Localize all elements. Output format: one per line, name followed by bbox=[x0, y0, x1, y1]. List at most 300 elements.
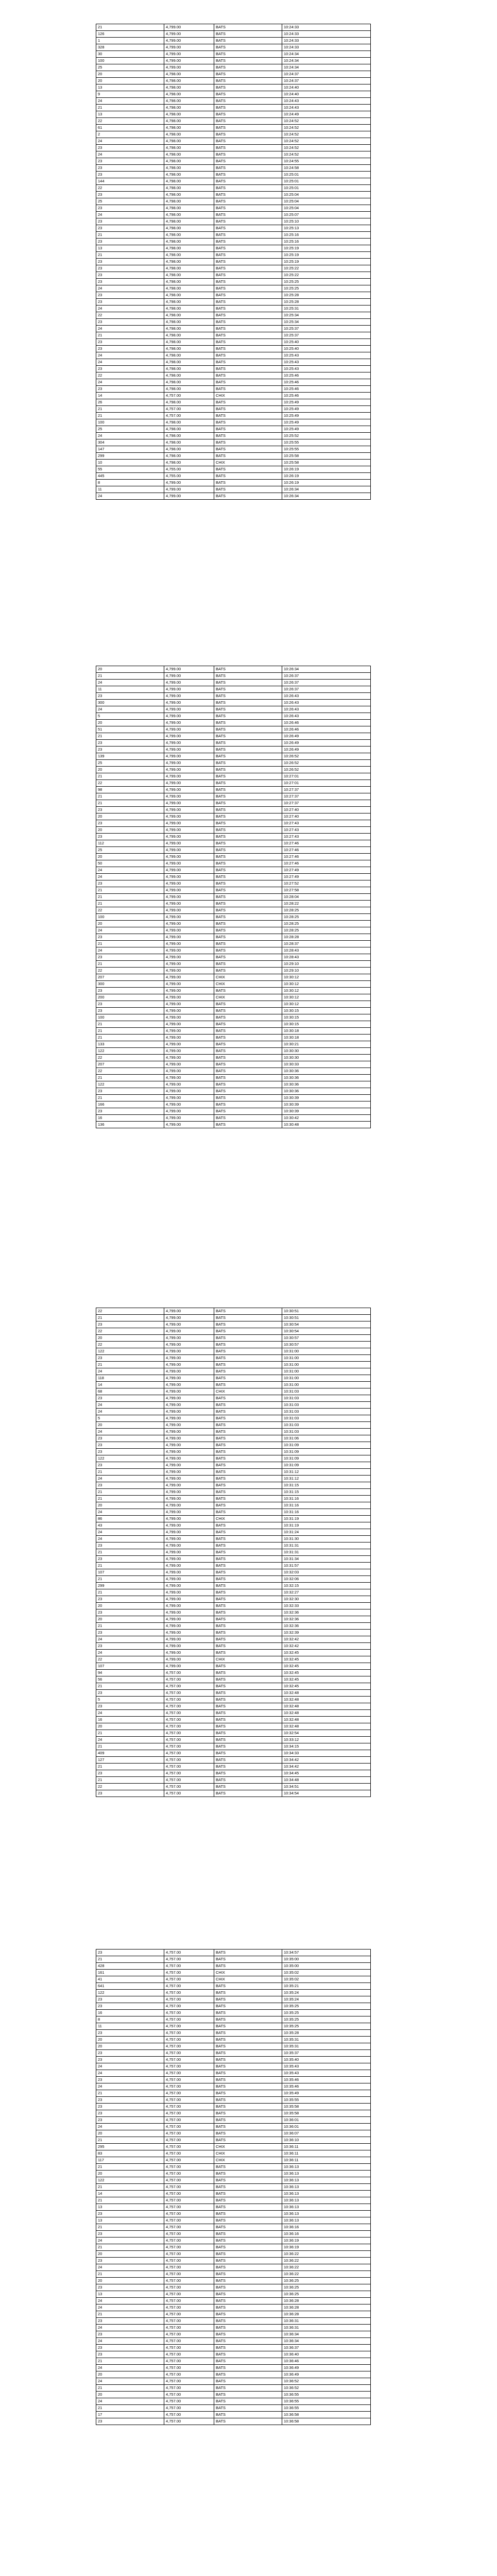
volume-cell: 20 bbox=[96, 2251, 164, 2258]
venue-cell: BATS bbox=[214, 2325, 282, 2331]
table-row bbox=[96, 1556, 371, 1563]
venue-cell: BATS bbox=[214, 673, 282, 680]
table-row bbox=[96, 352, 371, 359]
time-cell: 10:30:15 bbox=[282, 1014, 371, 1021]
price-cell: 4,799.00 bbox=[164, 1101, 214, 1108]
price-cell: 4,799.00 bbox=[164, 24, 214, 31]
price-cell: 4,757.00 bbox=[164, 1976, 214, 1983]
time-cell: 10:35:28 bbox=[282, 2030, 371, 2037]
table-row bbox=[96, 1603, 371, 1609]
venue-cell: BATS bbox=[214, 693, 282, 700]
venue-cell: BATS bbox=[214, 1048, 282, 1055]
table-row bbox=[96, 747, 371, 753]
table-row bbox=[96, 1388, 371, 1395]
volume-cell: 24 bbox=[96, 379, 164, 386]
trade-table bbox=[96, 24, 371, 500]
table-row bbox=[96, 1723, 371, 1730]
venue-cell: BATS bbox=[214, 2204, 282, 2211]
volume-cell: 5 bbox=[96, 1415, 164, 1422]
volume-cell: 22 bbox=[96, 1068, 164, 1075]
table-row bbox=[96, 1509, 371, 1516]
venue-cell: BATS bbox=[214, 58, 282, 64]
price-cell: 4,799.00 bbox=[164, 880, 214, 887]
time-cell: 10:36:13 bbox=[282, 2177, 371, 2184]
table-row bbox=[96, 726, 371, 733]
table-row bbox=[96, 1676, 371, 1683]
volume-cell: 24 bbox=[96, 326, 164, 332]
table-row bbox=[96, 1355, 371, 1362]
price-cell: 4,757.00 bbox=[164, 1723, 214, 1730]
time-cell: 10:26:43 bbox=[282, 693, 371, 700]
table-row bbox=[96, 151, 371, 158]
price-cell: 4,757.00 bbox=[164, 2097, 214, 2104]
price-cell: 4,757.00 bbox=[164, 1970, 214, 1976]
volume-cell: 23 bbox=[96, 740, 164, 747]
time-cell: 10:27:43 bbox=[282, 834, 371, 840]
volume-cell: 21 bbox=[96, 733, 164, 740]
price-cell: 4,798.00 bbox=[164, 279, 214, 285]
time-cell: 10:30:18 bbox=[282, 1035, 371, 1041]
venue-cell: BATS bbox=[214, 78, 282, 84]
time-cell: 10:36:13 bbox=[282, 2217, 371, 2224]
table-row bbox=[96, 867, 371, 874]
price-cell: 4,757.00 bbox=[164, 2224, 214, 2231]
volume-cell: 122 bbox=[96, 1081, 164, 1088]
table-row bbox=[96, 2244, 371, 2251]
price-cell: 4,798.00 bbox=[164, 218, 214, 225]
price-cell: 4,757.00 bbox=[164, 1710, 214, 1717]
volume-cell: 21 bbox=[96, 24, 164, 31]
table-row bbox=[96, 1750, 371, 1757]
volume-cell: 14 bbox=[96, 1382, 164, 1388]
venue-cell: BATS bbox=[214, 145, 282, 151]
time-cell: 10:36:49 bbox=[282, 2365, 371, 2371]
venue-cell: BATS bbox=[214, 111, 282, 118]
volume-cell: 21 bbox=[96, 2385, 164, 2392]
time-cell: 10:32:42 bbox=[282, 1636, 371, 1643]
price-cell: 4,799.00 bbox=[164, 807, 214, 814]
volume-cell: 24 bbox=[96, 927, 164, 934]
volume-cell: 21 bbox=[96, 1764, 164, 1770]
time-cell: 10:36:22 bbox=[282, 2258, 371, 2264]
volume-cell: 21 bbox=[96, 413, 164, 419]
table-row bbox=[96, 131, 371, 138]
venue-cell: BATS bbox=[214, 901, 282, 907]
venue-cell: BATS bbox=[214, 2211, 282, 2217]
time-cell: 10:31:00 bbox=[282, 1382, 371, 1388]
venue-cell: BATS bbox=[214, 326, 282, 332]
volume-cell: 24 bbox=[96, 352, 164, 359]
volume-cell: 22 bbox=[96, 1342, 164, 1348]
time-cell: 10:32:27 bbox=[282, 1589, 371, 1596]
price-cell: 4,757.00 bbox=[164, 2405, 214, 2412]
time-cell: 10:31:00 bbox=[282, 1368, 371, 1375]
price-cell: 4,799.00 bbox=[164, 700, 214, 706]
table-row bbox=[96, 232, 371, 239]
price-cell: 4,799.00 bbox=[164, 1055, 214, 1061]
venue-cell: CHIX bbox=[214, 2144, 282, 2150]
trade-table bbox=[96, 666, 371, 1128]
time-cell: 10:26:37 bbox=[282, 673, 371, 680]
time-cell: 10:25:37 bbox=[282, 332, 371, 339]
time-cell: 10:30:51 bbox=[282, 1315, 371, 1321]
venue-cell: BATS bbox=[214, 1589, 282, 1596]
price-cell: 4,757.00 bbox=[164, 1983, 214, 1990]
volume-cell: 24 bbox=[96, 1509, 164, 1516]
venue-cell: BATS bbox=[214, 2164, 282, 2171]
volume-cell: 21 bbox=[96, 961, 164, 968]
volume-cell: 26 bbox=[96, 399, 164, 406]
price-cell: 4,757.00 bbox=[164, 2137, 214, 2144]
time-cell: 10:32:45 bbox=[282, 1650, 371, 1656]
volume-cell: 144 bbox=[96, 178, 164, 185]
time-cell: 10:30:54 bbox=[282, 1328, 371, 1335]
price-cell: 4,798.00 bbox=[164, 352, 214, 359]
time-cell: 10:31:03 bbox=[282, 1422, 371, 1429]
price-cell: 4,799.00 bbox=[164, 1656, 214, 1663]
price-cell: 4,799.00 bbox=[164, 1496, 214, 1502]
venue-cell: BATS bbox=[214, 493, 282, 500]
time-cell: 10:30:12 bbox=[282, 988, 371, 994]
time-cell: 10:31:31 bbox=[282, 1543, 371, 1549]
table-row bbox=[96, 38, 371, 44]
price-cell: 4,798.00 bbox=[164, 346, 214, 352]
venue-cell: BATS bbox=[214, 64, 282, 71]
time-cell: 10:25:49 bbox=[282, 419, 371, 426]
time-cell: 10:36:58 bbox=[282, 2412, 371, 2418]
price-cell: 4,757.00 bbox=[164, 2371, 214, 2378]
volume-cell: 24 bbox=[96, 493, 164, 500]
volume-cell: 107 bbox=[96, 1663, 164, 1670]
venue-cell: BATS bbox=[214, 1476, 282, 1482]
table-row bbox=[96, 446, 371, 453]
table-row bbox=[96, 2264, 371, 2271]
volume-cell: 23 bbox=[96, 2258, 164, 2264]
volume-cell: 122 bbox=[96, 2177, 164, 2184]
table-row bbox=[96, 1549, 371, 1556]
venue-cell: BATS bbox=[214, 1623, 282, 1630]
table-row bbox=[96, 2110, 371, 2117]
venue-cell: BATS bbox=[214, 2418, 282, 2425]
venue-cell: BATS bbox=[214, 1409, 282, 1415]
venue-cell: BATS bbox=[214, 1950, 282, 1956]
time-cell: 10:30:36 bbox=[282, 1081, 371, 1088]
venue-cell: BATS bbox=[214, 2271, 282, 2278]
venue-cell: BATS bbox=[214, 1429, 282, 1435]
time-cell: 10:31:57 bbox=[282, 1563, 371, 1569]
table-row bbox=[96, 1395, 371, 1402]
venue-cell: BATS bbox=[214, 51, 282, 58]
table-row bbox=[96, 2338, 371, 2345]
venue-cell: BATS bbox=[214, 1315, 282, 1321]
venue-cell: BATS bbox=[214, 827, 282, 834]
volume-cell: 304 bbox=[96, 439, 164, 446]
table-row bbox=[96, 1502, 371, 1509]
price-cell: 4,799.00 bbox=[164, 1028, 214, 1035]
price-cell: 4,799.00 bbox=[164, 713, 214, 720]
time-cell: 10:25:55 bbox=[282, 439, 371, 446]
price-cell: 4,798.00 bbox=[164, 165, 214, 172]
table-row bbox=[96, 1496, 371, 1502]
time-cell: 10:32:36 bbox=[282, 1616, 371, 1623]
venue-cell: BATS bbox=[214, 2070, 282, 2077]
table-row bbox=[96, 968, 371, 974]
time-cell: 10:31:00 bbox=[282, 1375, 371, 1382]
time-cell: 10:28:28 bbox=[282, 934, 371, 941]
table-row bbox=[96, 1409, 371, 1415]
table-row bbox=[96, 680, 371, 686]
volume-cell: 16 bbox=[96, 2010, 164, 2016]
venue-cell: BATS bbox=[214, 1402, 282, 1409]
table-row bbox=[96, 740, 371, 747]
time-cell: 10:31:12 bbox=[282, 1476, 371, 1482]
volume-cell: 21 bbox=[96, 1623, 164, 1630]
price-cell: 4,757.00 bbox=[164, 2164, 214, 2171]
venue-cell: BATS bbox=[214, 158, 282, 165]
price-cell: 4,757.00 bbox=[164, 1717, 214, 1723]
volume-cell: 24 bbox=[96, 433, 164, 439]
time-cell: 10:35:43 bbox=[282, 2070, 371, 2077]
price-cell: 4,799.00 bbox=[164, 720, 214, 726]
time-cell: 10:28:22 bbox=[282, 901, 371, 907]
venue-cell: BATS bbox=[214, 914, 282, 921]
price-cell: 4,757.00 bbox=[164, 1676, 214, 1683]
time-cell: 10:34:42 bbox=[282, 1764, 371, 1770]
price-cell: 4,799.00 bbox=[164, 840, 214, 847]
time-cell: 10:27:49 bbox=[282, 874, 371, 880]
time-cell: 10:36:25 bbox=[282, 2291, 371, 2298]
venue-cell: BATS bbox=[214, 867, 282, 874]
table-row bbox=[96, 2124, 371, 2130]
volume-cell: 23 bbox=[96, 988, 164, 994]
venue-cell: BATS bbox=[214, 2197, 282, 2204]
price-cell: 4,798.00 bbox=[164, 111, 214, 118]
volume-cell: 24 bbox=[96, 1650, 164, 1656]
volume-cell: 23 bbox=[96, 1355, 164, 1362]
price-cell: 4,757.00 bbox=[164, 2331, 214, 2338]
price-cell: 4,757.00 bbox=[164, 2264, 214, 2271]
time-cell: 10:31:16 bbox=[282, 1509, 371, 1516]
venue-cell: BATS bbox=[214, 1963, 282, 1970]
venue-cell: BATS bbox=[214, 2124, 282, 2130]
volume-cell: 21 bbox=[96, 1683, 164, 1690]
table-row bbox=[96, 1757, 371, 1764]
time-cell: 10:29:10 bbox=[282, 968, 371, 974]
volume-cell: 20 bbox=[96, 720, 164, 726]
price-cell: 4,799.00 bbox=[164, 800, 214, 807]
volume-cell: 24 bbox=[96, 306, 164, 312]
venue-cell: BATS bbox=[214, 1442, 282, 1449]
price-cell: 4,799.00 bbox=[164, 1536, 214, 1543]
time-cell: 10:30:12 bbox=[282, 994, 371, 1001]
volume-cell: 24 bbox=[96, 151, 164, 158]
time-cell: 10:26:19 bbox=[282, 466, 371, 473]
time-cell: 10:25:46 bbox=[282, 393, 371, 399]
price-cell: 4,757.00 bbox=[164, 2124, 214, 2130]
volume-cell: 24 bbox=[96, 1536, 164, 1543]
time-cell: 10:25:52 bbox=[282, 433, 371, 439]
volume-cell: 25 bbox=[96, 198, 164, 205]
price-cell: 4,799.00 bbox=[164, 1081, 214, 1088]
time-cell: 10:32:48 bbox=[282, 1703, 371, 1710]
venue-cell: BATS bbox=[214, 205, 282, 212]
time-cell: 10:26:37 bbox=[282, 686, 371, 693]
price-cell: 4,798.00 bbox=[164, 98, 214, 105]
price-cell: 4,799.00 bbox=[164, 1516, 214, 1522]
venue-cell: BATS bbox=[214, 780, 282, 787]
table-row bbox=[96, 1422, 371, 1429]
volume-cell: 22 bbox=[96, 1784, 164, 1790]
price-cell: 4,799.00 bbox=[164, 1596, 214, 1603]
price-cell: 4,799.00 bbox=[164, 1008, 214, 1014]
venue-cell: CHIX bbox=[214, 1976, 282, 1983]
time-cell: 10:25:10 bbox=[282, 218, 371, 225]
volume-cell: 21 bbox=[96, 1028, 164, 1035]
table-row bbox=[96, 720, 371, 726]
time-cell: 10:25:34 bbox=[282, 319, 371, 326]
time-cell: 10:25:46 bbox=[282, 379, 371, 386]
volume-cell: 445 bbox=[96, 473, 164, 480]
venue-cell: BATS bbox=[214, 292, 282, 299]
table-row bbox=[96, 1061, 371, 1068]
venue-cell: BATS bbox=[214, 1382, 282, 1388]
time-cell: 10:26:46 bbox=[282, 720, 371, 726]
venue-cell: BATS bbox=[214, 773, 282, 780]
venue-cell: BATS bbox=[214, 1321, 282, 1328]
table-row bbox=[96, 807, 371, 814]
price-cell: 4,757.00 bbox=[164, 2398, 214, 2405]
table-row bbox=[96, 793, 371, 800]
table-row bbox=[96, 1008, 371, 1014]
venue-cell: BATS bbox=[214, 1536, 282, 1543]
table-row bbox=[96, 2278, 371, 2284]
table-row bbox=[96, 218, 371, 225]
price-cell: 4,798.00 bbox=[164, 299, 214, 306]
time-cell: 10:28:43 bbox=[282, 954, 371, 961]
price-cell: 4,757.00 bbox=[164, 2191, 214, 2197]
table-row bbox=[96, 1021, 371, 1028]
volume-cell: 21 bbox=[96, 2311, 164, 2318]
price-cell: 4,799.00 bbox=[164, 480, 214, 486]
volume-cell: 21 bbox=[96, 941, 164, 947]
time-cell: 10:26:43 bbox=[282, 713, 371, 720]
time-cell: 10:24:34 bbox=[282, 58, 371, 64]
venue-cell: CHIX bbox=[214, 1516, 282, 1522]
venue-cell: BATS bbox=[214, 91, 282, 98]
table-row bbox=[96, 2345, 371, 2351]
time-cell: 10:34:54 bbox=[282, 1790, 371, 1797]
time-cell: 10:24:43 bbox=[282, 105, 371, 111]
volume-cell: 641 bbox=[96, 1983, 164, 1990]
volume-cell: 23 bbox=[96, 1482, 164, 1489]
price-cell: 4,799.00 bbox=[164, 486, 214, 493]
price-cell: 4,799.00 bbox=[164, 1435, 214, 1442]
table-row bbox=[96, 1108, 371, 1115]
venue-cell: BATS bbox=[214, 419, 282, 426]
time-cell: 10:24:52 bbox=[282, 118, 371, 125]
time-cell: 10:30:51 bbox=[282, 1308, 371, 1315]
table-row bbox=[96, 1122, 371, 1128]
volume-cell: 22 bbox=[96, 372, 164, 379]
price-cell: 4,799.00 bbox=[164, 1095, 214, 1101]
price-cell: 4,798.00 bbox=[164, 158, 214, 165]
table-row bbox=[96, 1476, 371, 1482]
time-cell: 10:36:25 bbox=[282, 2284, 371, 2291]
price-cell: 4,799.00 bbox=[164, 901, 214, 907]
time-cell: 10:36:10 bbox=[282, 2137, 371, 2144]
volume-cell: 24 bbox=[96, 2378, 164, 2385]
table-row bbox=[96, 974, 371, 981]
time-cell: 10:27:43 bbox=[282, 827, 371, 834]
venue-cell: BATS bbox=[214, 787, 282, 793]
table-row bbox=[96, 245, 371, 252]
price-cell: 4,757.00 bbox=[164, 1743, 214, 1750]
time-cell: 10:25:58 bbox=[282, 453, 371, 460]
volume-cell: 126 bbox=[96, 31, 164, 38]
venue-cell: BATS bbox=[214, 2117, 282, 2124]
time-cell: 10:35:02 bbox=[282, 1970, 371, 1976]
time-cell: 10:36:25 bbox=[282, 2278, 371, 2284]
venue-cell: BATS bbox=[214, 1021, 282, 1028]
price-cell: 4,799.00 bbox=[164, 1108, 214, 1115]
time-cell: 10:30:18 bbox=[282, 1028, 371, 1035]
price-cell: 4,799.00 bbox=[164, 1342, 214, 1348]
table-row bbox=[96, 2090, 371, 2097]
time-cell: 10:30:30 bbox=[282, 1048, 371, 1055]
table-row bbox=[96, 198, 371, 205]
price-cell: 4,757.00 bbox=[164, 1750, 214, 1757]
price-cell: 4,798.00 bbox=[164, 205, 214, 212]
volume-cell: 23 bbox=[96, 1790, 164, 1797]
price-cell: 4,799.00 bbox=[164, 780, 214, 787]
volume-cell: 21 bbox=[96, 1496, 164, 1502]
time-cell: 10:36:40 bbox=[282, 2351, 371, 2358]
time-cell: 10:27:46 bbox=[282, 854, 371, 860]
price-cell: 4,798.00 bbox=[164, 272, 214, 279]
table-row bbox=[96, 854, 371, 860]
time-cell: 10:25:25 bbox=[282, 285, 371, 292]
price-cell: 4,799.00 bbox=[164, 1328, 214, 1335]
time-cell: 10:36:01 bbox=[282, 2124, 371, 2130]
time-cell: 10:36:11 bbox=[282, 2144, 371, 2150]
venue-cell: BATS bbox=[214, 366, 282, 372]
volume-cell: 161 bbox=[96, 1970, 164, 1976]
table-row bbox=[96, 1455, 371, 1462]
volume-cell: 24 bbox=[96, 2124, 164, 2130]
table-row bbox=[96, 44, 371, 51]
volume-cell: 10 bbox=[96, 460, 164, 466]
time-cell: 10:32:45 bbox=[282, 1670, 371, 1676]
table-row bbox=[96, 1482, 371, 1489]
venue-cell: BATS bbox=[214, 306, 282, 312]
time-cell: 10:35:25 bbox=[282, 2003, 371, 2010]
volume-cell: 20 bbox=[96, 666, 164, 673]
price-cell: 4,798.00 bbox=[164, 319, 214, 326]
table-row bbox=[96, 947, 371, 954]
volume-cell: 23 bbox=[96, 205, 164, 212]
volume-cell: 51 bbox=[96, 726, 164, 733]
price-cell: 4,798.00 bbox=[164, 131, 214, 138]
time-cell: 10:25:22 bbox=[282, 272, 371, 279]
table-row bbox=[96, 2365, 371, 2371]
volume-cell: 21 bbox=[96, 2164, 164, 2171]
volume-cell: 20 bbox=[96, 2130, 164, 2137]
table-row bbox=[96, 1041, 371, 1048]
table-row bbox=[96, 1976, 371, 1983]
table-row bbox=[96, 480, 371, 486]
table-row bbox=[96, 1770, 371, 1777]
time-cell: 10:31:03 bbox=[282, 1395, 371, 1402]
